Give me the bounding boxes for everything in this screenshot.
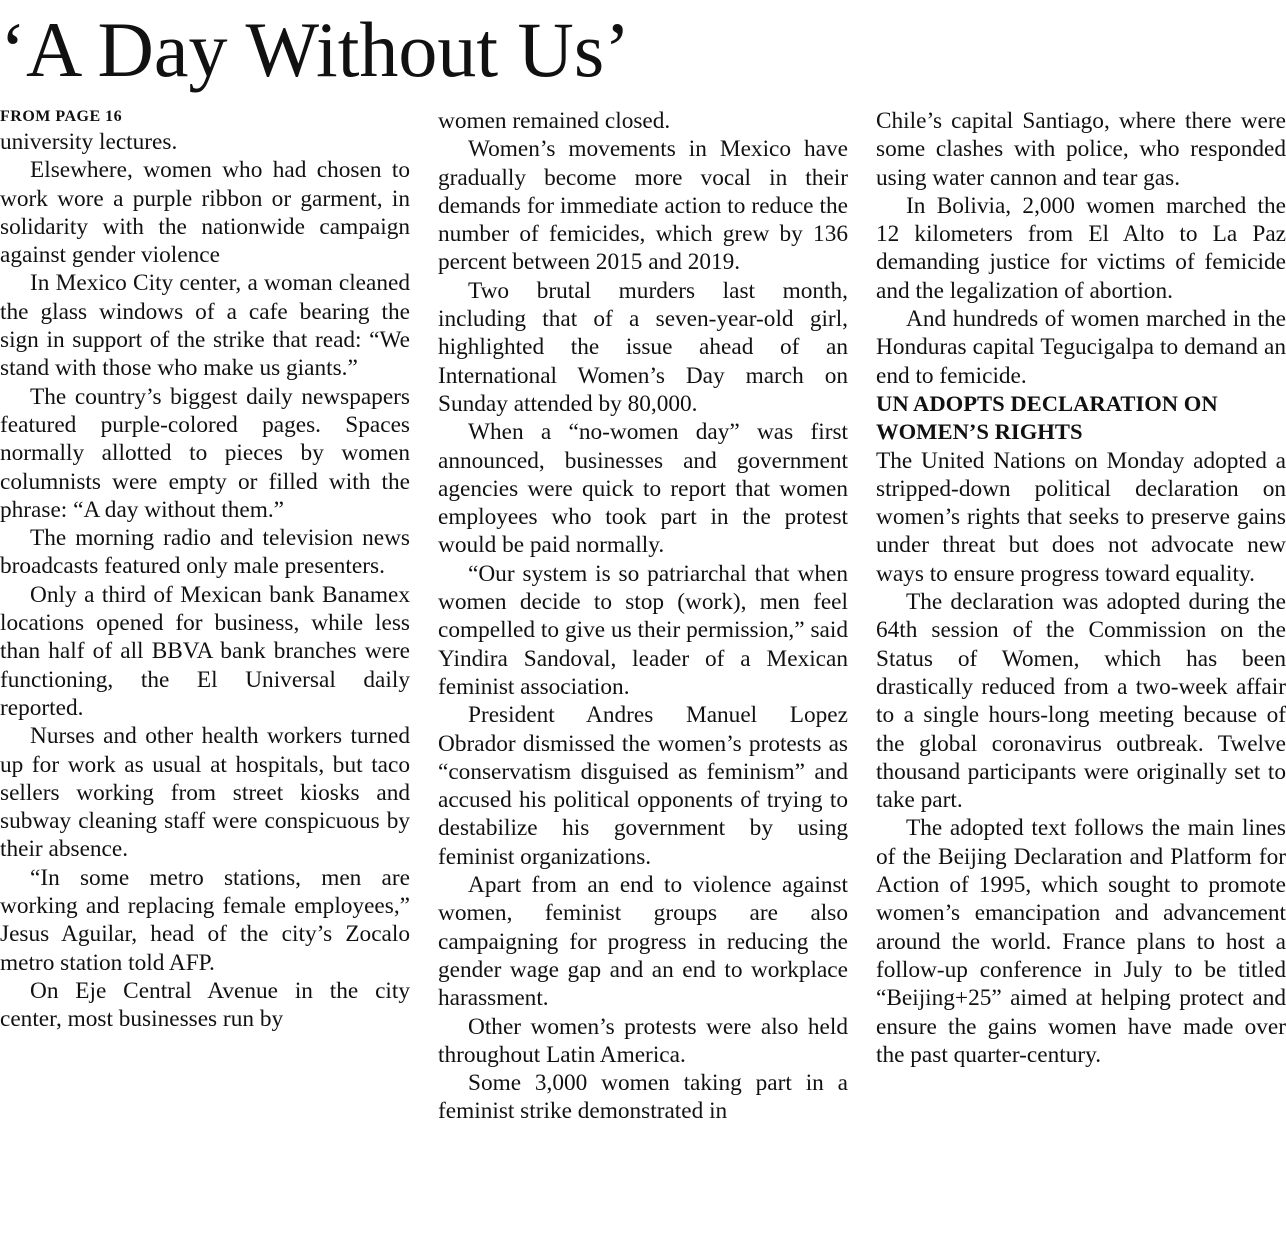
paragraph: Two brutal murders last month, including that of a seven-year-old girl, highlighted the issue ahead of an International Women’s Day march on Sunday attended by 80,000.	[438, 277, 848, 417]
paragraph: And hundreds of women marched in the Honduras capital Tegucigalpa to demand an end to femicide.	[876, 306, 1286, 389]
paragraph: The declaration was adopted during the 64th session of the Commission on the Status of Women, which has been drastically reduced from a two-week affair to a single hours-long meeting because of the global coronavirus outbreak. Twelve thousand participants were originally set to take part.	[876, 589, 1286, 814]
paragraph: In Mexico City center, a woman cleaned the glass windows of a cafe bearing the sign in support of the strike that read: “We stand with those who make us giants.”	[0, 270, 410, 382]
article-column-1	[0, 106, 410, 1244]
paragraph: The country’s biggest daily newspapers featured purple-colored pages. Spaces normally allotted to pieces by women columnists were empty or filled with the phrase: “A day without them.”	[0, 383, 410, 523]
paragraph: Elsewhere, women who had chosen to work wore a purple ribbon or garment, in solidarity with the nationwide campaign against gender violence	[0, 157, 410, 269]
section-subhead: UN ADOPTS DECLARATION ON WOMEN’S RIGHTS	[876, 390, 1218, 445]
paragraph: “Our system is so patriarchal that when women decide to stop (work), men feel compelled to give us their permission,” said Yindira Sandoval, leader of a Mexican feminist association.	[438, 560, 848, 700]
paragraph: Apart from an end to violence against women, feminist groups are also campaigning for progress in reducing the gender wage gap and an end to workplace harassment.	[438, 872, 848, 1012]
paragraph: Nurses and other health workers turned up for work as usual at hospitals, but taco sellers working from street kiosks and subway cleaning staff were conspicuous by their absence.	[0, 723, 410, 863]
paragraph: The United Nations on Monday adopted a stripped-down political declaration on women’s rights that seeks to preserve gains under threat but does not advocate new ways to ensure progress toward equality.	[876, 447, 1286, 587]
paragraph: Some 3,000 women taking part in a feminist strike demonstrated in	[438, 1070, 848, 1125]
paragraph: The adopted text follows the main lines of the Beijing Declaration and Platform for Action of 1995, which sought to promote women’s emancipation and advancement around the world. France plans to host a follow-up conference in July to be titled “Beijing+25” aimed at helping protect and ensure the gains women have made over the past quarter-century.	[876, 815, 1286, 1068]
paragraph: In Bolivia, 2,000 women marched the 12 kilometers from El Alto to La Paz demanding justice for victims of femicide and the legalization of abortion.	[876, 192, 1286, 304]
paragraph: On Eje Central Avenue in the city center, most businesses run by	[0, 977, 410, 1033]
paragraph: “In some metro stations, men are working and replacing female employees,” Jesus Aguilar, head of the city’s Zocalo metro station told AFP.	[0, 864, 410, 976]
paragraph: Women’s movements in Mexico have gradually become more vocal in their demands for immediate action to reduce the number of femicides, which grew by 136 percent between 2015 and 2019.	[438, 136, 848, 276]
paragraph: Other women’s protests were also held throughout Latin America.	[438, 1013, 848, 1068]
paragraph: Only a third of Mexican bank Banamex locations opened for business, while less than half of all BBVA bank branches were functioning, the El Universal daily reported.	[0, 581, 410, 721]
paragraph: President Andres Manuel Lopez Obrador dismissed the women’s protests as “conservatism disguised as feminism” and accused his political opponents of trying to destabilize his government by using feminist organizations.	[438, 702, 848, 870]
article-column-2	[438, 107, 848, 1245]
paragraph: Chile’s capital Santiago, where there were some clashes with police, who responded using water cannon and tear gas.	[876, 108, 1286, 191]
paragraph: When a “no-women day” was first announced, businesses and government agencies were quick to report that women employees who took part in the protest would be paid normally.	[438, 419, 848, 559]
headline: ‘A Day Without Us’	[0, 6, 631, 93]
article-column-3	[876, 107, 1286, 1245]
jump-line: FROM PAGE 16	[0, 108, 123, 125]
paragraph: women remained closed.	[438, 108, 671, 134]
paragraph: The morning radio and television news broadcasts featured only male presenters.	[0, 525, 410, 580]
paragraph: university lectures.	[0, 129, 178, 155]
